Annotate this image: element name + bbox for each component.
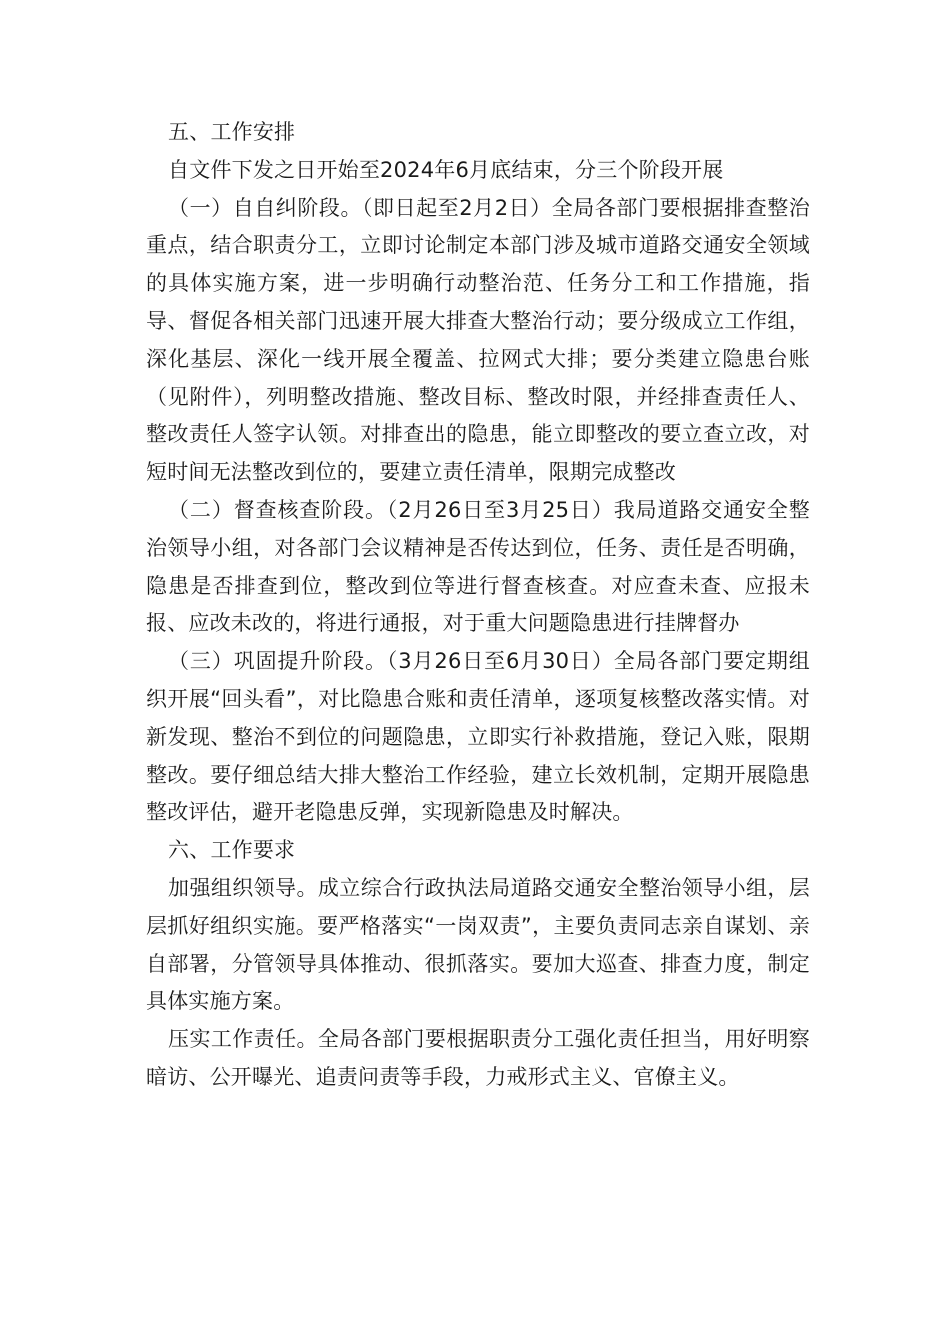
paragraph-leadership: 加强组织领导。成立综合行政执法局道路交通安全整治领导小组，层层抓好组织实施。要严格落实“一岗双责”，主要负责同志亲自谋划、亲自部署，分管领导具体推动、很抓落实。要加大巡查、排查力度，制定具体实施方案。 (146, 875, 810, 1014)
paragraph-timeline: 自文件下发之日开始至2024年6月底结束，分三个阶段开展 (168, 157, 724, 182)
section-heading-work-arrangement: 五、工作安排 (168, 120, 296, 144)
paragraph-stage-1: （一）自自纠阶段。（即日起至2月2日）全局各部门要根据排查整治重点，结合职责分工，立即讨论制定本部门涉及城市道路交通安全领域的具体实施方案，进一步明确行动整治范、任务分工和工作措施，指导、督促各相关部门迅速开展大排查大整治行动；要分级成立工作组，深化基层、深化一线开展全覆盖、拉网式大排；要分类建立隐患台账（见附件），列明整改措施、整改目标、整改时限，并经排查责任人、整改责任人签字认领。对排查出的隐患，能立即整改的要立查立改，对短时间无法整改到位的，要建立责任清单，限期完成整改 (146, 195, 810, 485)
section-heading-work-requirements: 六、工作要求 (168, 838, 296, 863)
paragraph-responsibility: 压实工作责任。全局各部门要根据职责分工强化责任担当，用好明察暗访、公开曝光、追责问责等手段，力戒形式主义、官僚主义。 (146, 1027, 810, 1089)
document-body (146, 114, 810, 1097)
paragraph-stage-2: （二）督查核查阶段。（2月26日至3月25日）我局道路交通安全整治领导小组，对各部门会议精神是否传达到位，任务、责任是否明确，隐患是否排查到位，整改到位等进行督查核查。对应查未查、应报未报、应改未改的，将进行通报，对于重大问题隐患进行挂牌督办 (146, 497, 810, 636)
paragraph-stage-3: （三）巩固提升阶段。（3月26日至6月30日）全局各部门要定期组织开展“回头看”，对比隐患合账和责任清单，逐项复核整改落实情。对新发现、整治不到位的问题隐患，立即实行补救措施，登记入账，限期整改。要仔细总结大排大整治工作经验，建立长效机制，定期开展隐患整改评估，避开老隐患反弹，实现新隐患及时解决。 (146, 649, 810, 825)
